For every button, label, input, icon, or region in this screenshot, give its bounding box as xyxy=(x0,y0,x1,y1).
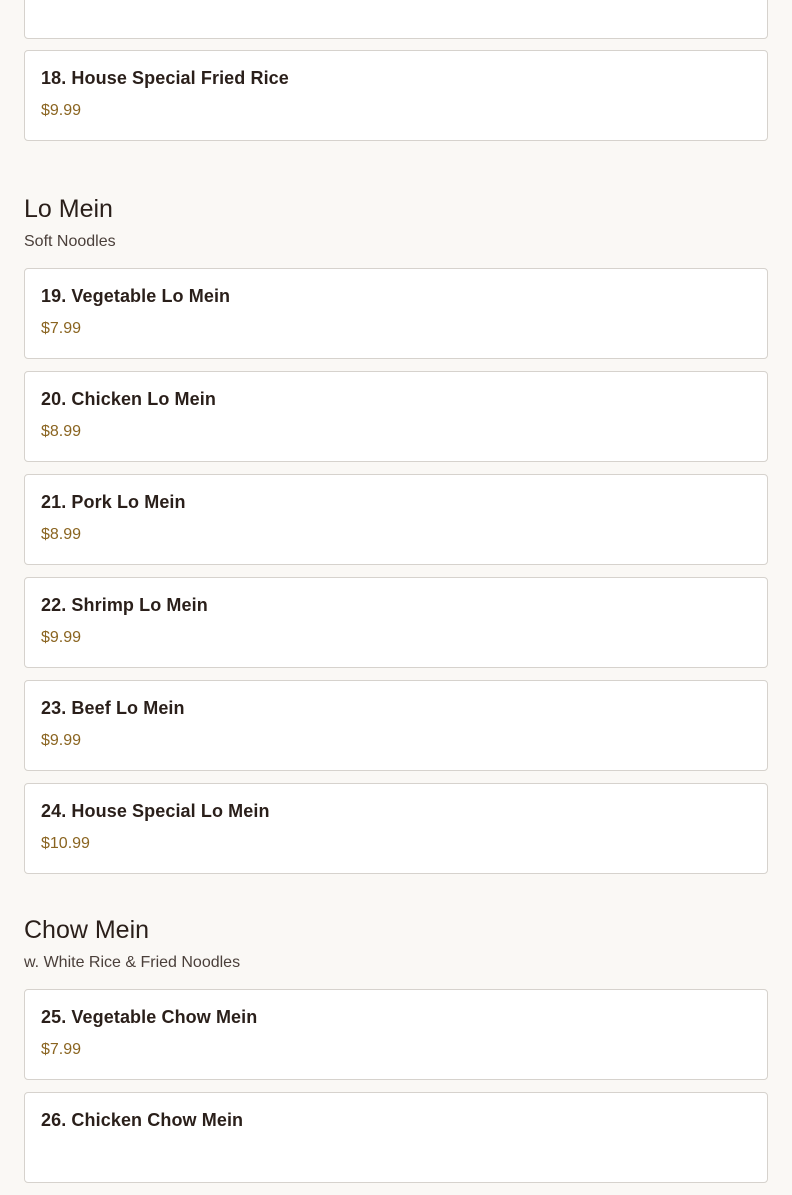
menu-item-price: $10.99 xyxy=(41,835,90,852)
menu-item-price: $9.99 xyxy=(41,732,82,749)
menu-item-card[interactable] xyxy=(24,1092,768,1183)
menu-item-name: 25. Vegetable Chow Mein xyxy=(41,1007,258,1027)
menu-item-card[interactable] xyxy=(24,474,768,565)
menu-item-card[interactable] xyxy=(24,50,768,141)
section-spacer xyxy=(0,886,792,915)
menu-item-name: 19. Vegetable Lo Mein xyxy=(41,286,231,306)
menu-item-card[interactable] xyxy=(24,371,768,462)
menu-item-name: 22. Shrimp Lo Mein xyxy=(41,595,208,615)
menu-item-name: 26. Chicken Chow Mein xyxy=(41,1110,244,1130)
menu-item-name: 23. Beef Lo Mein xyxy=(41,698,185,718)
menu-item-card[interactable] xyxy=(24,268,768,359)
section-subtitle: Soft Noodles xyxy=(24,233,116,250)
menu-item-name: 21. Pork Lo Mein xyxy=(41,492,186,512)
menu-section-lo-mein xyxy=(0,194,792,874)
menu-item-name: 24. House Special Lo Mein xyxy=(41,801,270,821)
menu-item-card[interactable] xyxy=(24,783,768,874)
menu-item-price: $9.99 xyxy=(41,629,82,646)
section-subtitle: w. White Rice & Fried Noodles xyxy=(24,954,241,971)
menu-item-price: $8.99 xyxy=(41,526,82,543)
menu-item-name: 18. House Special Fried Rice xyxy=(41,68,289,88)
menu-item-card[interactable] xyxy=(24,989,768,1080)
section-title: Chow Mein xyxy=(24,916,150,944)
menu-item-price: $7.99 xyxy=(41,320,82,337)
menu-item-price: $9.99 xyxy=(41,102,82,119)
menu-section-chow-mein xyxy=(0,915,792,1183)
menu-item-price: $8.99 xyxy=(41,423,82,440)
section-spacer xyxy=(0,153,792,194)
menu-item-card[interactable] xyxy=(24,577,768,668)
section-title: Lo Mein xyxy=(24,195,113,223)
menu-item-price: $7.99 xyxy=(41,1041,82,1058)
menu-item-name: 20. Chicken Lo Mein xyxy=(41,389,216,409)
menu-item-card[interactable] xyxy=(24,680,768,771)
menu-item-card[interactable] xyxy=(24,0,768,39)
menu-section-fried-rice xyxy=(0,0,792,141)
